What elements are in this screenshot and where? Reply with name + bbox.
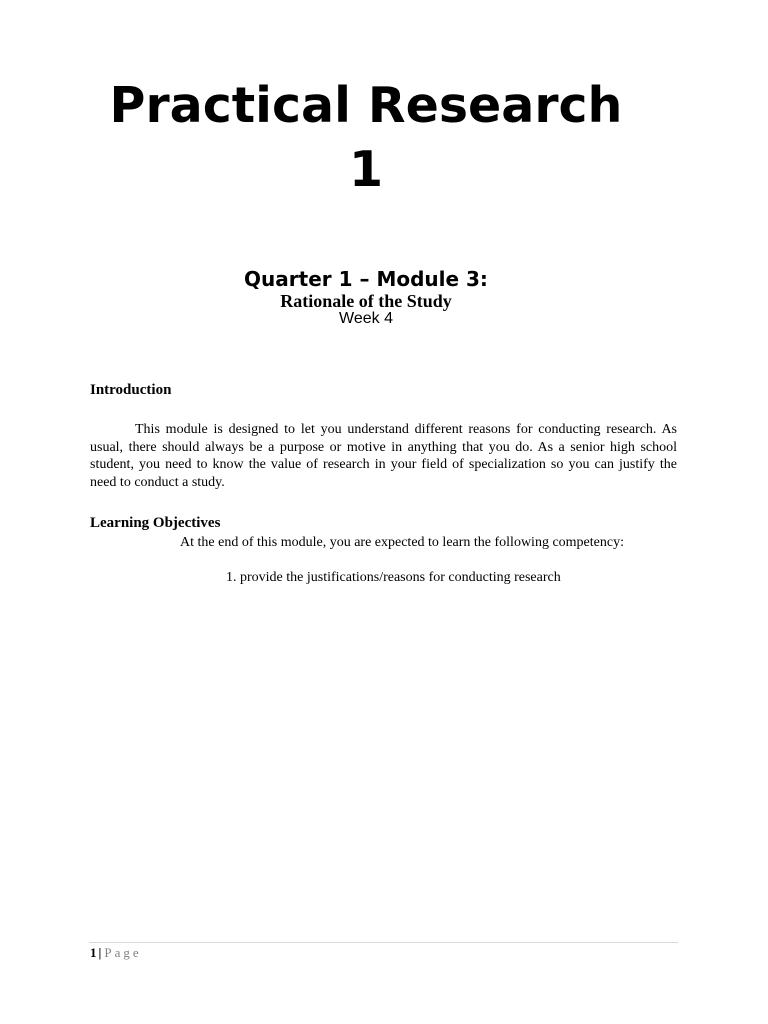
module-week: Week 4	[339, 310, 393, 327]
document-title	[0, 74, 732, 202]
module-title: Quarter 1 – Module 3:	[244, 267, 488, 291]
document-title-line-1: Practical Research	[109, 77, 623, 134]
page-number: 1	[90, 945, 97, 960]
learning-objective-item: 1. provide the justifications/reasons for conducting research	[226, 570, 561, 585]
learning-objectives-heading: Learning Objectives	[90, 515, 221, 531]
introduction-heading: Introduction	[90, 382, 172, 398]
learning-objectives-lead: At the end of this module, you are expected to learn the following competency:	[180, 535, 624, 550]
footer-separator: |	[98, 945, 102, 960]
document-title-line-2: 1	[348, 141, 384, 198]
page-label: Page	[104, 945, 142, 960]
introduction-paragraph: This module is designed to let you understand different reasons for conducting research. As usual, there should always be a purpose or motive in anything that you do. As a senior high school student, you need to know the value of research in your field of specialization so you can justify the need to conduct a study.	[90, 422, 677, 490]
module-subtitle: Rationale of the Study	[280, 291, 452, 311]
footer-divider	[89, 942, 678, 943]
page-footer	[90, 945, 142, 961]
